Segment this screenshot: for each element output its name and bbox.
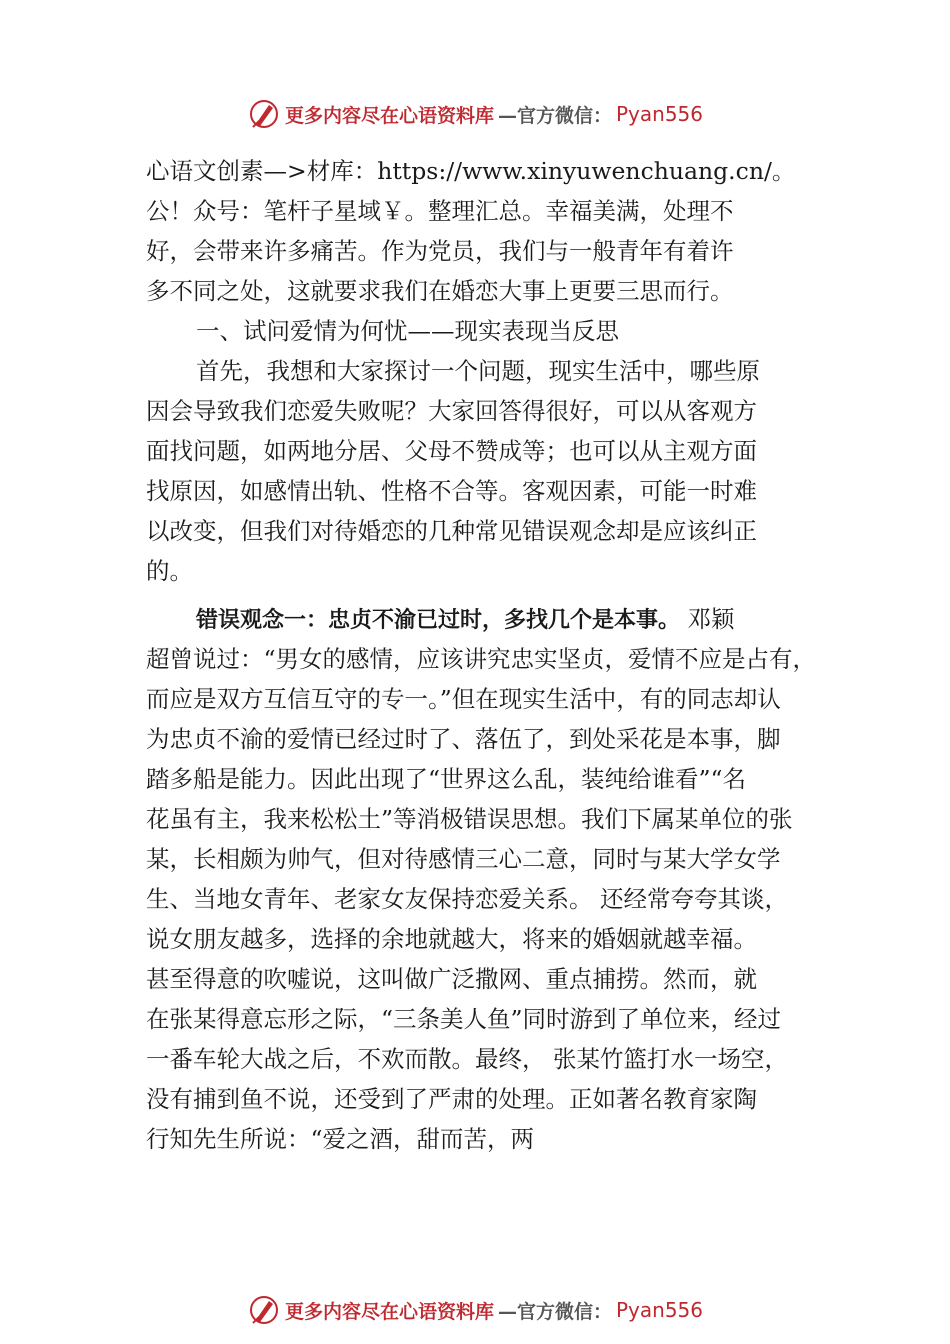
text-line: 首先，我想和大家探讨一个问题，现实生活中，哪些原 <box>196 357 760 385</box>
quill-logo-icon <box>247 1293 281 1327</box>
footer-watermark-banner <box>0 1290 950 1330</box>
text-line: 公！众号：笔杆子星域￥。整理汇总。幸福美满，处理不 <box>146 197 734 225</box>
text-line: 以改变，但我们对待婚恋的几种常见错误观念却是应该纠正 <box>146 517 757 545</box>
document-body <box>146 151 836 1159</box>
text-line: 行知先生所说：“爱之酒，甜而苦，两 <box>146 1125 535 1153</box>
text-line: 在张某得意忘形之际，“三条美人鱼”同时游到了单位来，经过 <box>146 1005 782 1033</box>
header-watermark-banner <box>0 94 950 134</box>
text-run: 邓颖 <box>687 605 735 633</box>
text-line: 没有捕到鱼不说，还受到了严肃的处理。正如著名教育家陶 <box>146 1085 757 1113</box>
text-line: 找原因，如感情出轨、性格不合等。客观因素，可能一时难 <box>146 477 757 505</box>
text-line: 多不同之处，这就要求我们在婚恋大事上更要三思而行。 <box>146 277 734 305</box>
text-line: 因会导致我们恋爱失败呢？大家回答得很好，可以从客观方 <box>146 397 757 425</box>
text-line: 某，长相颇为帅气，但对待感情三心二意，同时与某大学女学 <box>146 845 781 873</box>
text-line: 的。 <box>146 557 193 585</box>
text-line: 一番车轮大战之后，不欢而散。最终， 张某竹篮打水一场空， <box>146 1045 788 1073</box>
banner-wechat-label: —官方微信： <box>497 104 612 127</box>
banner-wechat-label: —官方微信： <box>497 1300 612 1323</box>
text-line: 为忠贞不渝的爱情已经过时了、落伍了，到处采花是本事，脚 <box>146 725 781 753</box>
text-line: 面找问题，如两地分居、父母不赞成等；也可以从主观方面 <box>146 437 757 465</box>
text-line: 花虽有主，我来松松土”等消极错误思想。我们下属某单位的张 <box>146 805 793 833</box>
misconception-heading: 错误观念一：忠贞不渝已过时，多找几个是本事。 <box>196 608 681 633</box>
text-line <box>146 599 836 639</box>
banner-wechat-id: Pyan556 <box>616 102 704 126</box>
text-line: 说女朋友越多，选择的余地就越大，将来的婚姻就越幸福。 <box>146 925 757 953</box>
quill-logo-icon <box>247 97 281 131</box>
text-line: 心语文创素—>材库：https://www.xinyuwenchuang.cn/。 <box>146 157 796 185</box>
banner-site-name: 更多内容尽在心语资料库 <box>284 104 494 127</box>
banner-wechat-id: Pyan556 <box>616 1298 704 1322</box>
text-line: 超曾说过：“男女的感情，应该讲究忠实坚贞，爱情不应是占有， <box>146 645 817 673</box>
banner-site-name: 更多内容尽在心语资料库 <box>284 1300 494 1323</box>
section-heading: 一、试问爱情为何忧——现实表现当反思 <box>196 317 619 345</box>
text-line: 生、当地女青年、老家女友保持恋爱关系。 还经常夸夸其谈， <box>146 885 788 913</box>
text-line: 踏多船是能力。因此出现了“世界这么乱，装纯给谁看”“名 <box>146 765 747 793</box>
text-line: 好，会带来许多痛苦。作为党员，我们与一般青年有着许 <box>146 237 734 265</box>
text-line: 而应是双方互信互守的专一。”但在现实生活中，有的同志却认 <box>146 685 781 713</box>
text-line: 甚至得意的吹嘘说，这叫做广泛撒网、重点捕捞。然而，就 <box>146 965 757 993</box>
